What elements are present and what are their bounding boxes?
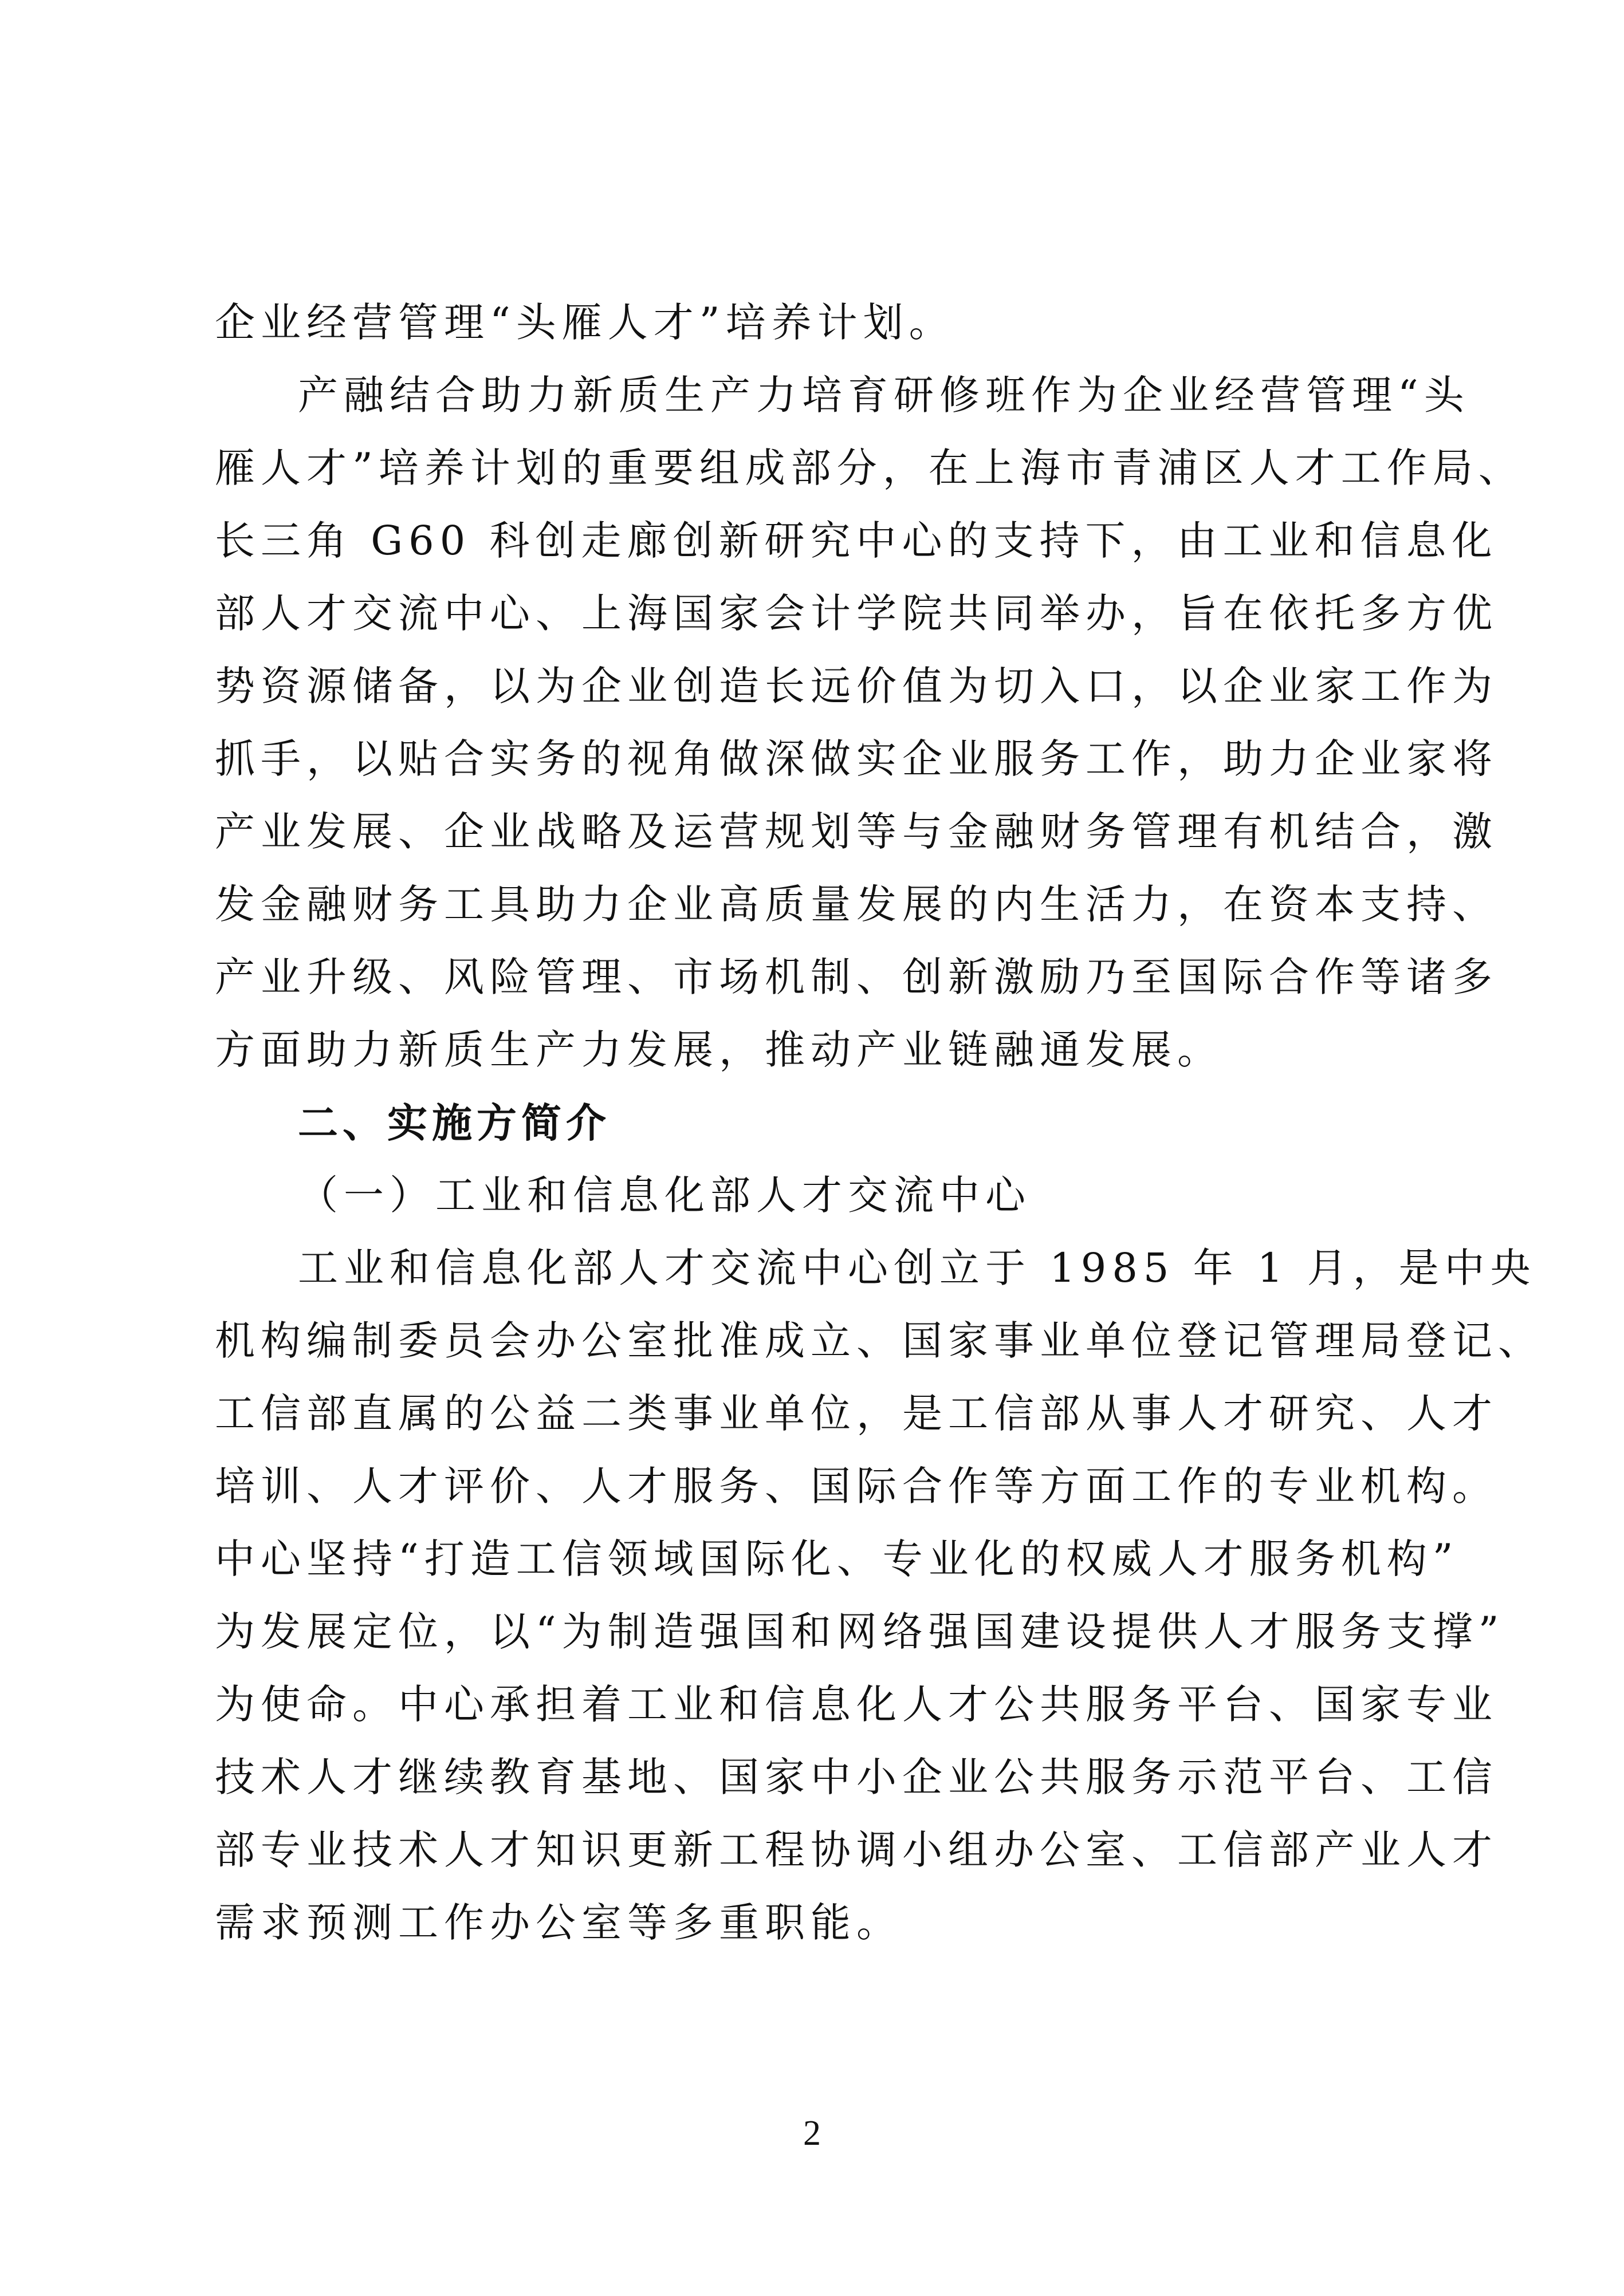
text-line: 培训、人才评价、人才服务、国际合作等方面工作的专业机构。 [215,1463,1498,1510]
page-number: 2 [803,2114,821,2153]
subsection-heading: （一）工业和信息化部人才交流中心 [298,1172,1031,1219]
text-line: 为使命。中心承担着工业和信息化人才公共服务平台、国家专业 [215,1681,1498,1728]
section-heading: 二、实施方简介 [298,1099,611,1147]
text-line: 方面助力新质生产力发展，推动产业链融通发展。 [215,1026,1223,1073]
text-line: 势资源储备，以为企业创造长远价值为切入口，以企业家工作为 [215,663,1498,710]
document-body [215,286,1544,1959]
text-line: 雁人才”培养计划的重要组成部分，在上海市青浦区人才工作局、 [215,444,1524,491]
text-line: 需求预测工作办公室等多重职能。 [215,1899,902,1946]
text-line: 为发展定位，以“为制造强国和网络强国建设提供人才服务支撑” [215,1608,1505,1655]
text-line: 机构编制委员会办公室批准成立、国家事业单位登记管理局登记、 [215,1317,1544,1364]
text-line: 发金融财务工具助力企业高质量发展的内生活力，在资本支持、 [215,881,1498,928]
text-line: 部专业技术人才知识更新工程协调小组办公室、工信部产业人才 [215,1826,1498,1873]
text-line: 长三角 G60 科创走廊创新研究中心的支持下，由工业和信息化 [215,517,1498,564]
text-line: 工信部直属的公益二类事业单位，是工信部从事人才研究、人才 [215,1390,1498,1437]
paragraph-first-line: 工业和信息化部人才交流中心创立于 1985 年 1 月，是中央 [298,1245,1536,1291]
paragraph-first-line: 产融结合助力新质生产力培育研修班作为企业经营管理“头 [298,372,1470,419]
text-line: 中心坚持“打造工信领域国际化、专业化的权威人才服务机构” [215,1535,1459,1582]
text-line: 部人才交流中心、上海国家会计学院共同举办，旨在依托多方优 [215,590,1498,637]
text-line: 技术人才继续教育基地、国家中小企业公共服务示范平台、工信 [215,1754,1498,1801]
text-line: 产业发展、企业战略及运营规划等与金融财务管理有机结合，激 [215,808,1498,855]
text-line: 抓手，以贴合实务的视角做深做实企业服务工作，助力企业家将 [215,735,1498,782]
text-line: 产业升级、风险管理、市场机制、创新激励乃至国际合作等诸多 [215,954,1498,1001]
text-line: 企业经营管理“头雁人才”培养计划。 [215,299,955,346]
